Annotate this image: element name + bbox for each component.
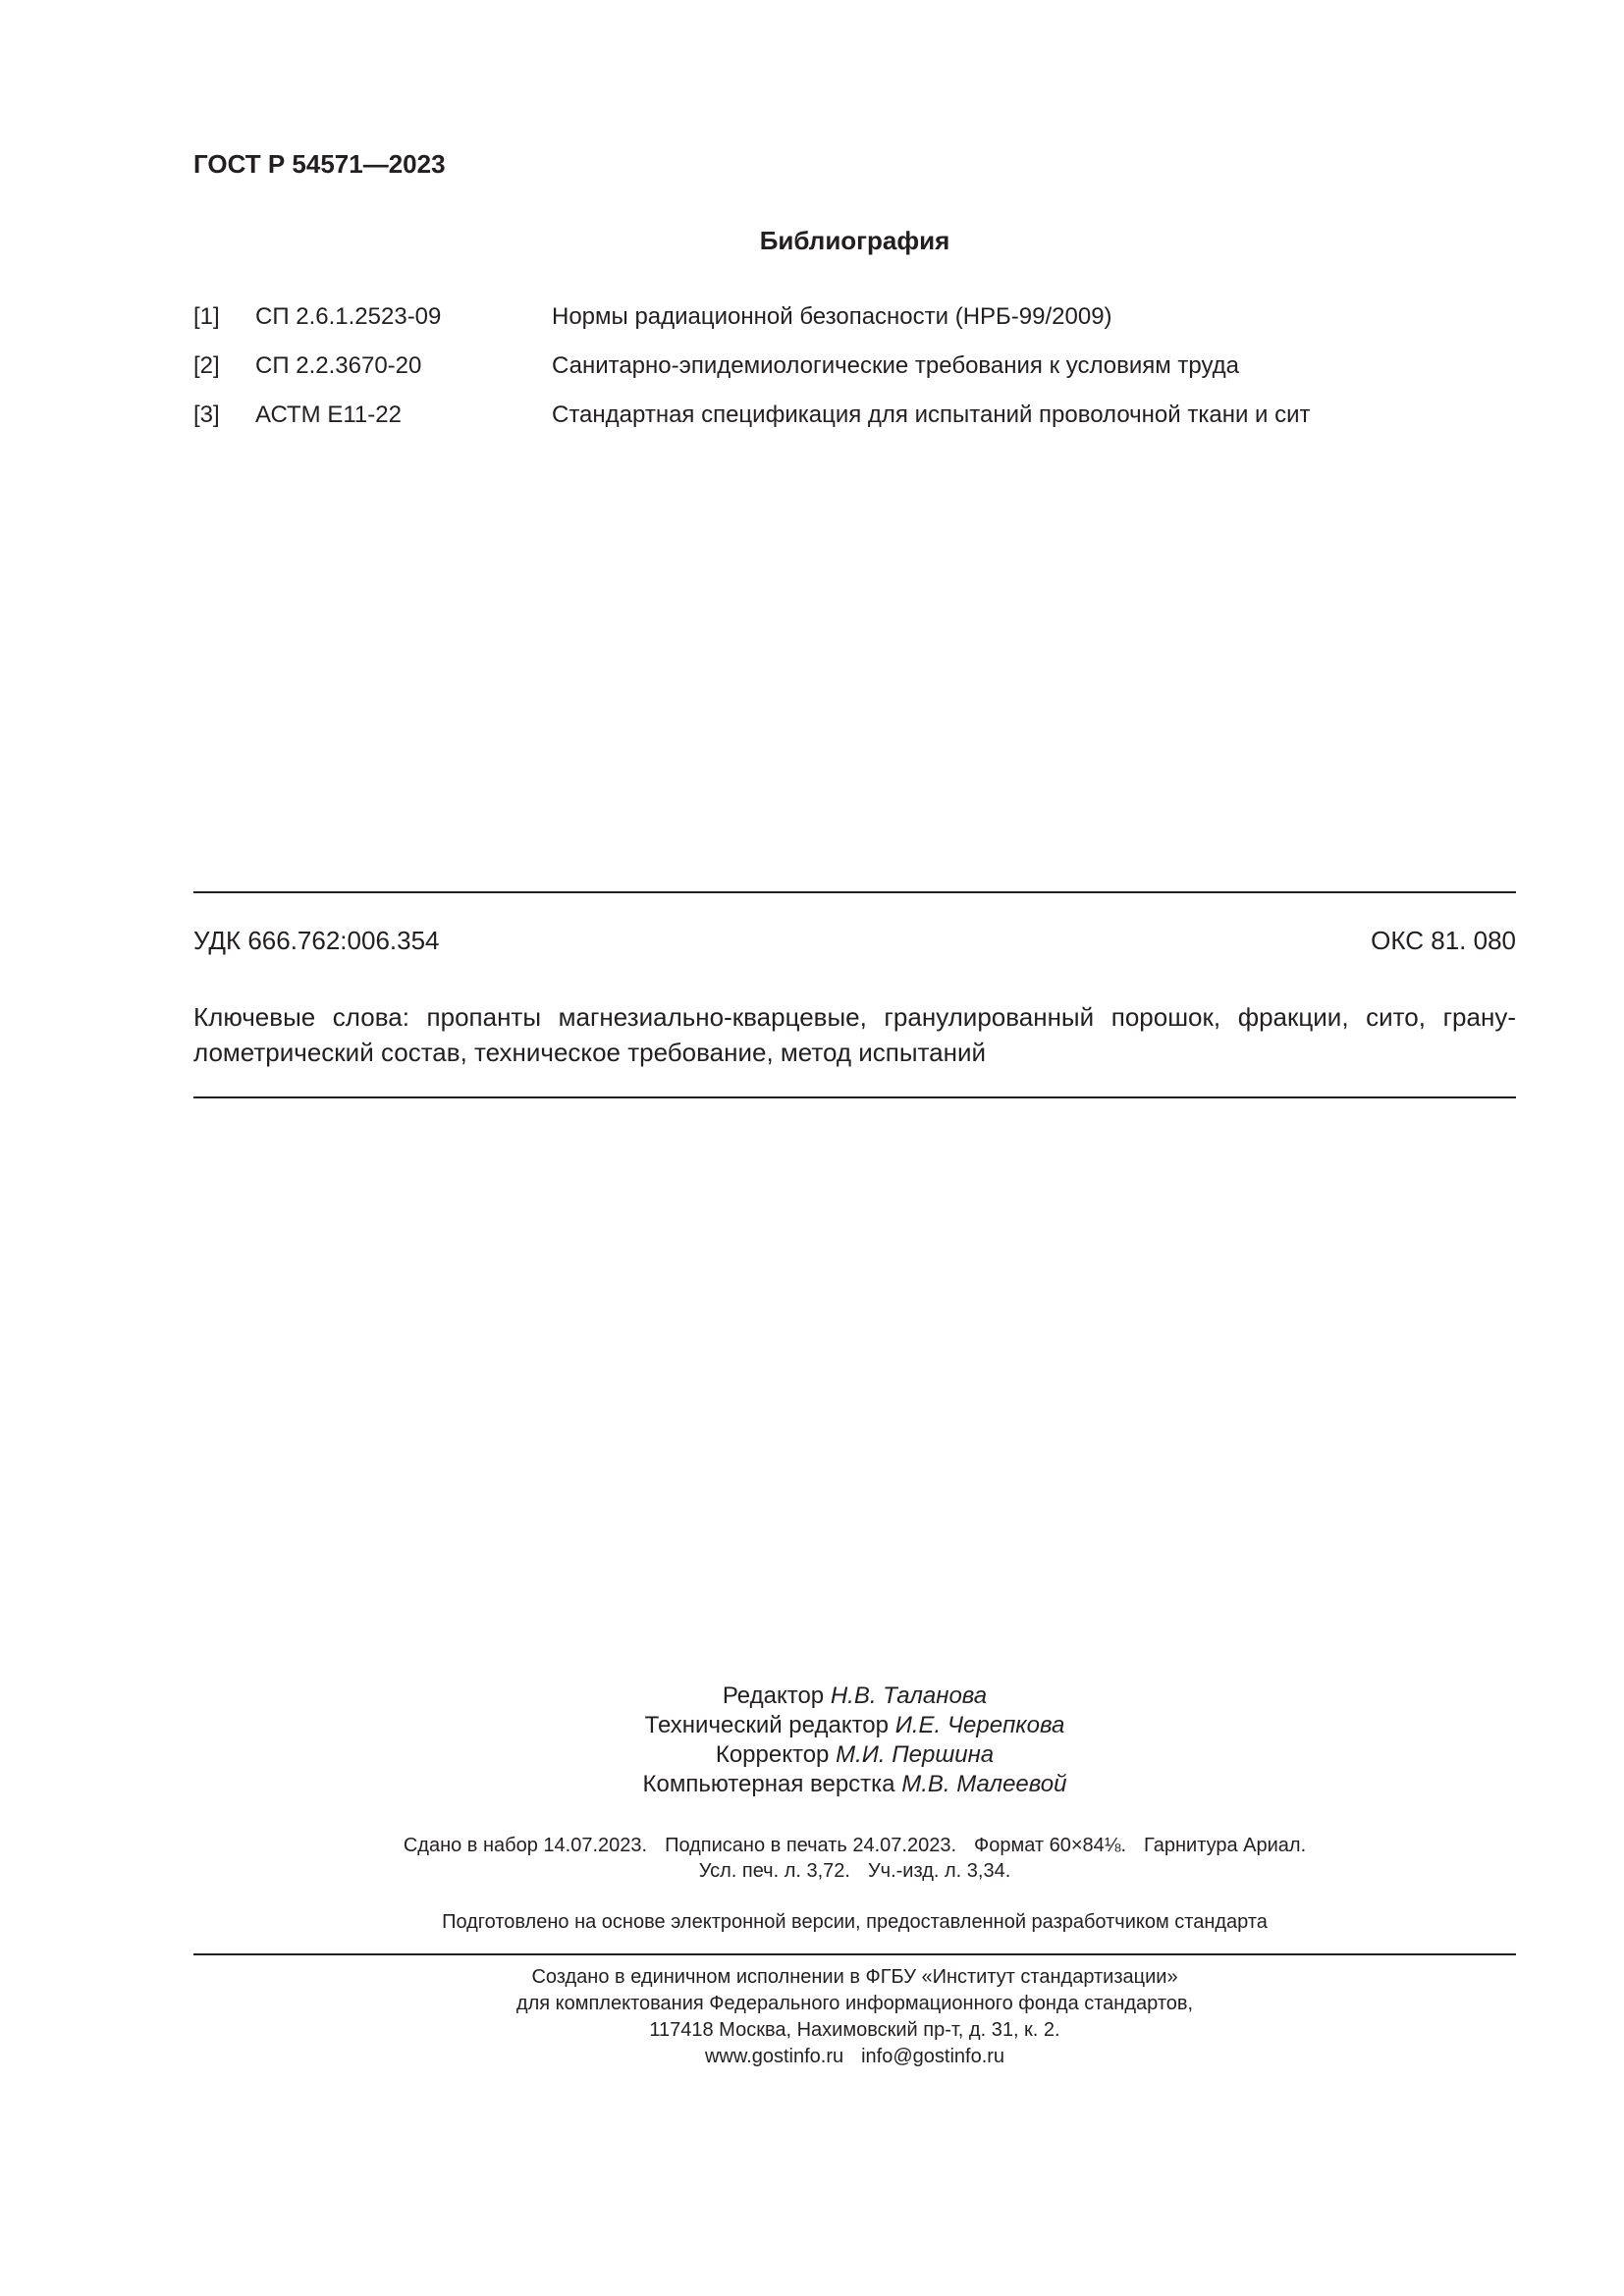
prepared-note: Подготовлено на основе электронной версии, предоставленной разработчиком стандарта (442, 1911, 1268, 1933)
bibliography-entry (193, 399, 1516, 448)
bibliography-title: Библиография (759, 226, 950, 255)
print-info-line (193, 1833, 1516, 1858)
staff-person: М.В. Малеевой (901, 1771, 1067, 1797)
publisher-address: 117418 Москва, Нахимовский пр-т, д. 31, к. 2. (649, 2019, 1060, 2041)
print-sheets: Усл. печ. л. 3,72. (698, 1860, 850, 1882)
print-info-line (193, 1858, 1516, 1884)
bibliography-list (193, 300, 1516, 448)
bibliography-entry-code: АСТМ Е11-22 (255, 401, 402, 428)
bibliography-entry-code: СП 2.2.3670-20 (255, 352, 422, 379)
publisher-email: info@gostinfo.ru (861, 2046, 1005, 2067)
print-info (193, 1833, 1516, 1884)
staff-role: Корректор (715, 1741, 830, 1768)
publisher-line: для комплектования Федерального информационного фонда стандартов, (515, 1993, 1194, 2014)
submitted-date: Сдано в набор 14.07.2023. (403, 1835, 648, 1856)
bibliography-entry-name: Нормы радиационной безопасности (НРБ-99/2009) (552, 303, 1112, 330)
publisher-contacts (193, 2044, 1516, 2070)
staff-person: Н.В. Таланова (830, 1682, 988, 1709)
publisher-website: www.gostinfo.ru (704, 2046, 844, 2067)
publisher-line: Создано в единичном исполнении в ФГБУ «Институт стандартизации» (531, 1966, 1178, 1988)
document-code: ГОСТ Р 54571—2023 (193, 149, 446, 179)
oks-code: ОКС 81. 080 (1371, 926, 1516, 955)
bibliography-entry (193, 349, 1516, 399)
typeface: Гарнитура Ариал. (1144, 1835, 1307, 1856)
staff-proofreader (193, 1740, 1516, 1770)
keywords-line: лометрический состав, техническое требование, метод испытаний (193, 1038, 987, 1067)
bibliography-entry-code: СП 2.6.1.2523-09 (255, 303, 442, 330)
print-format: Формат 60×84⅛. (974, 1835, 1127, 1856)
publisher-info (193, 1964, 1516, 2070)
divider-middle (193, 1096, 1516, 1098)
staff-role: Редактор (722, 1682, 825, 1709)
signed-date: Подписано в печать 24.07.2023. (665, 1835, 957, 1856)
staff-person: И.Е. Черепкова (894, 1712, 1065, 1738)
bibliography-entry-number: [2] (193, 352, 220, 379)
divider-top (193, 891, 1516, 893)
bibliography-entry-name: Стандартная спецификация для испытаний проволочной ткани и сит (552, 401, 1311, 428)
staff-editor (193, 1682, 1516, 1711)
divider-bottom (193, 1953, 1516, 1955)
bibliography-entry-name: Санитарно-эпидемиологические требования к условиям труда (552, 352, 1240, 379)
udk-code: УДК 666.762:006.354 (193, 926, 440, 955)
staff-technical-editor (193, 1711, 1516, 1740)
bibliography-entry (193, 300, 1516, 349)
staff-role: Компьютерная верстка (642, 1771, 895, 1797)
keywords-block (193, 999, 1516, 1070)
bibliography-entry-number: [3] (193, 401, 220, 428)
staff-layout (193, 1770, 1516, 1799)
publisher-sheets: Уч.-изд. л. 3,34. (867, 1860, 1011, 1882)
staff-person: М.И. Першина (836, 1741, 995, 1768)
bibliography-entry-number: [1] (193, 303, 220, 330)
staff-role: Технический редактор (644, 1712, 890, 1738)
staff-credits (193, 1682, 1516, 1799)
keywords-line: Ключевые слова: пропанты магнезиально-кварцевые, гранулированный порошок, фракции, сито, грану- (193, 1002, 1516, 1032)
